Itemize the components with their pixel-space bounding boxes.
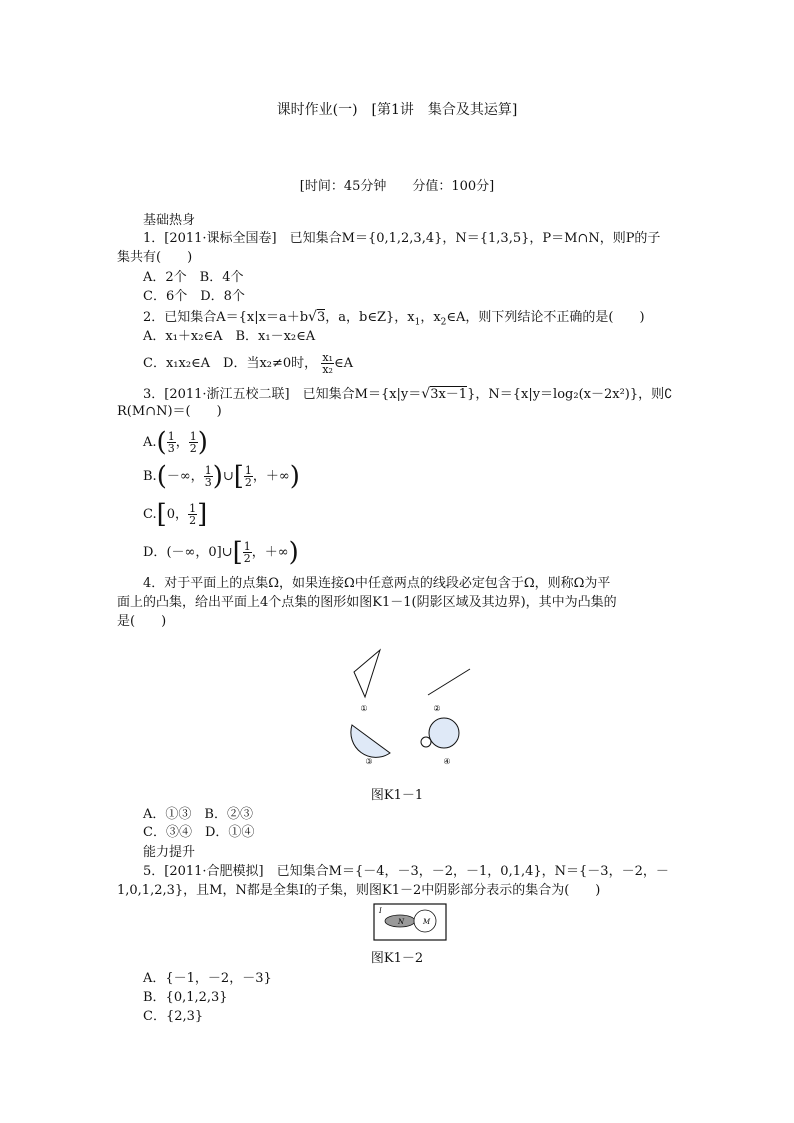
q2-text-e: ∈A，则下列结论不正确的是( ) xyxy=(446,310,645,325)
venn-label-i: I xyxy=(379,907,382,915)
fig-label-1: ① xyxy=(360,704,368,713)
q4-options-cd: C．③④ D．①④ xyxy=(143,825,255,840)
fig-label-4: ④ xyxy=(443,757,451,766)
sqrt-symbol: √ xyxy=(308,309,317,325)
q3-option-b: B.(－∞， $\frac{1}{3}$ )∪[ $\frac{1}{2}$ ，＋∞) xyxy=(143,461,300,492)
q5-option-b: B．{0,1,2,3} xyxy=(143,990,228,1005)
venn-label-n: N xyxy=(398,918,405,926)
q3-line2: R(M∩N)＝( ) xyxy=(117,404,222,419)
small-circle-shape xyxy=(421,737,431,747)
fig-label-3: ③ xyxy=(365,757,373,766)
figure-k1-1 xyxy=(340,645,480,770)
segment-shape xyxy=(428,669,470,695)
q3-line1 xyxy=(143,385,672,404)
q1-options-cd: C．6个 D．8个 xyxy=(143,289,245,304)
q2-text-d: ，x xyxy=(420,310,441,325)
q3-text-a: 3．[2011·浙江五校二联] 已知集合M＝{x|y＝ xyxy=(143,387,422,402)
q2-sqrt-arg: 3 xyxy=(316,310,326,325)
semicircle-shape xyxy=(351,725,390,757)
q2-text-c: ，a，b∈Z}，x xyxy=(325,310,415,325)
triangle-shape xyxy=(354,650,380,697)
exam-meta: [时间：45分钟 分值：100分] xyxy=(299,179,495,194)
q3-option-c: C.[0， $\frac{1}{2}$ ] xyxy=(143,499,208,530)
q5-line2: 1,0,1,2,3}，且M，N都是全集I的子集，则图K1－2中阴影部分表示的集合为( ) xyxy=(117,883,601,898)
q5-option-c: C．{2,3} xyxy=(143,1009,204,1024)
q2-optc-text: C．x₁x₂∈A D．当x₂≠0时， xyxy=(143,356,318,371)
section-heading-basic: 基础热身 xyxy=(143,213,196,228)
sqrt-symbol: √ xyxy=(421,386,431,402)
q1-options-ab: A．2个 B．4个 xyxy=(143,270,244,285)
figure-k1-2-caption: 图K1－2 xyxy=(370,951,424,966)
q4-options-ab: A．①③ B．②③ xyxy=(143,807,253,822)
q1-line2: 集共有( ) xyxy=(117,250,193,265)
q3-option-d: D．(－∞，0]∪[ $\frac{1}{2}$ ，＋∞) xyxy=(143,537,299,568)
q2-optd-tail: ∈A xyxy=(333,356,353,371)
page-title: 课时作业(一) [第1讲 集合及其运算] xyxy=(276,102,518,118)
large-circle-shape xyxy=(429,718,459,748)
venn-label-m: M xyxy=(423,918,431,926)
q2-optd-fraction: $\frac{\text{x₁}}{\text{x₂}}$ xyxy=(322,351,333,376)
fig-label-2: ② xyxy=(433,704,441,713)
q5-option-a: A．{－1，－2，－3} xyxy=(143,971,272,986)
q4-line3: 是( ) xyxy=(117,614,167,629)
q4-line1: 4．对于平面上的点集Ω，如果连接Ω中任意两点的线段必定包含于Ω，则称Ω为平 xyxy=(143,576,611,591)
q3-sqrt-arg: 3x－1 xyxy=(430,387,468,402)
q4-line2: 面上的凸集，给出平面上4个点集的图形如图K1－1(阴影区域及其边界)，其中为凸集的 xyxy=(117,595,617,610)
section-heading-advanced: 能力提升 xyxy=(143,845,196,860)
q3-text-c: }，N＝{x|y＝log₂(x－2x²)}，则∁ xyxy=(467,387,673,402)
q2-options-cd xyxy=(143,352,353,376)
q2-options-ab: A．x₁＋x₂∈A B．x₁－x₂∈A xyxy=(143,329,316,344)
q5-line1: 5．[2011·合肥模拟] 已知集合M＝{－4，－3，－2，－1，0,1,4}，N＝{－3，－2，－ xyxy=(143,864,669,879)
figure-k1-1-caption: 图K1－1 xyxy=(370,788,424,803)
q3-option-a: A.( $\frac{1}{3}$ ， $\frac{1}{2}$ ) xyxy=(143,427,208,458)
q1-line1: 1．[2011·课标全国卷] 已知集合M＝{0,1,2,3,4}，N＝{1,3,5}，P＝M∩N，则P的子 xyxy=(143,231,661,246)
figure-k1-2-venn xyxy=(373,903,447,941)
q2-line1: 2．已知集合A＝{x|x＝a＋b√3，a，b∈Z}，$x_1$，$x_2\in A$，则下列结论不正确的是( ) xyxy=(143,309,645,328)
q2-text-a: 2．已知集合A＝{x|x＝a＋b xyxy=(143,310,309,325)
